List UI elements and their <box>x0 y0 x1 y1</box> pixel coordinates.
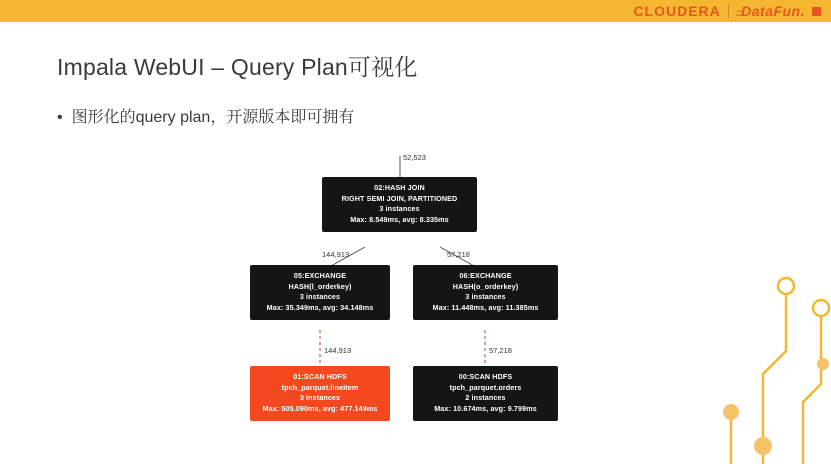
bullet-marker-icon: • <box>57 109 63 126</box>
edge-label-join-to-05: 144,913 <box>322 250 350 259</box>
plan-node-scan-lineitem[interactable] <box>250 366 390 421</box>
edge-label-root: 52,523 <box>403 153 426 162</box>
plan-node-timing: Max: 11.448ms, avg: 11.385ms <box>432 302 539 312</box>
plan-node-detail: HASH(l_orderkey) <box>288 281 352 291</box>
top-accent-bar <box>0 0 831 22</box>
datafun-logo <box>736 3 805 19</box>
plan-node-timing: Max: 505.090ms, avg: 477.149ms <box>262 403 378 413</box>
circuit-decoration <box>691 224 831 464</box>
plan-node-hash-join[interactable] <box>322 177 477 232</box>
bullet-text: 图形化的query plan，开源版本即可拥有 <box>71 109 355 126</box>
plan-node-detail: tpch_parquet.lineitem <box>281 382 359 392</box>
plan-node-timing: Max: 8.549ms, avg: 8.335ms <box>350 214 449 224</box>
plan-node-exchange-05[interactable] <box>250 265 390 320</box>
plan-node-timing: Max: 35.349ms, avg: 34.148ms <box>266 302 374 312</box>
plan-node-title: 01:SCAN HDFS <box>293 372 347 381</box>
plan-node-scan-orders[interactable] <box>413 366 558 421</box>
brand-square-icon <box>812 7 821 16</box>
query-plan-diagram <box>200 150 600 450</box>
plan-node-timing: Max: 10.674ms, avg: 9.799ms <box>434 403 537 413</box>
plan-node-detail: RIGHT SEMI JOIN, PARTITIONED <box>341 193 458 203</box>
edge-label-06-to-scan00: 57,218 <box>489 346 512 355</box>
plan-node-detail: tpch_parquet.orders <box>449 382 522 392</box>
plan-node-detail: HASH(o_orderkey) <box>452 281 519 291</box>
brand-divider <box>728 4 729 18</box>
plan-node-instances: 2 instances <box>465 393 506 402</box>
brand-lockup <box>633 0 831 22</box>
plan-node-exchange-06[interactable] <box>413 265 558 320</box>
datafun-dots-icon: :: <box>735 7 742 19</box>
plan-node-title: 00:SCAN HDFS <box>458 372 513 381</box>
plan-node-instances: 3 instances <box>299 292 341 301</box>
cloudera-logo: CLOUDERA <box>633 3 721 19</box>
plan-node-title: 06:EXCHANGE <box>459 271 512 280</box>
plan-node-title: 02:HASH JOIN <box>374 183 425 192</box>
plan-node-title: 05:EXCHANGE <box>293 271 347 280</box>
datafun-logo-text: DataFun. <box>741 3 805 19</box>
bullet-item <box>57 108 354 128</box>
plan-node-instances: 3 instances <box>299 393 341 402</box>
plan-node-instances: 3 instances <box>379 204 420 213</box>
edge-label-05-to-scan01: 144,913 <box>324 346 352 355</box>
plan-node-instances: 3 instances <box>465 292 506 301</box>
edge-label-join-to-06: 57,218 <box>447 250 470 259</box>
page-title: Impala WebUI – Query Plan可视化 <box>57 54 418 80</box>
